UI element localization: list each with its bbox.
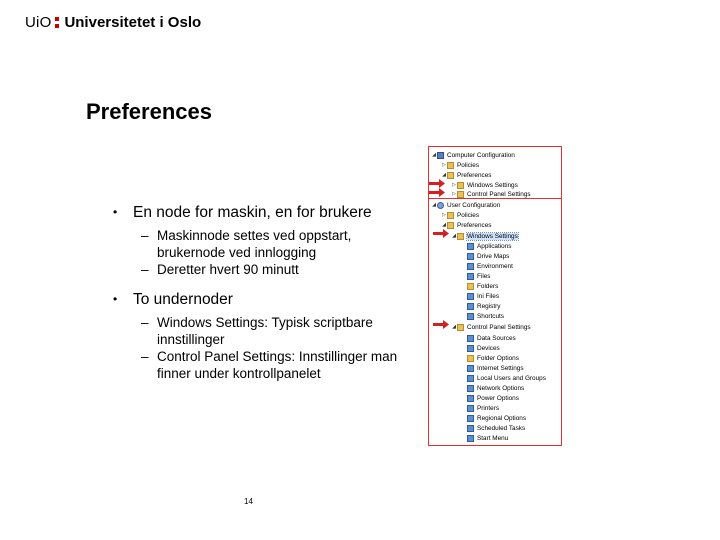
bullet-marker: • [113, 205, 118, 219]
network-options-icon [467, 385, 474, 392]
tree-leaf-applications[interactable] [467, 241, 511, 251]
logo-name: Universitetet i Oslo [64, 14, 202, 31]
sub-bullet-item [141, 314, 423, 348]
tree-node-label: Windows Settings [467, 232, 518, 240]
logo-dots-icon [55, 17, 59, 28]
uio-logo [25, 14, 201, 31]
tree-node-label: Policies [457, 161, 480, 169]
registry-icon [467, 303, 474, 310]
applications-icon [467, 243, 474, 250]
folder-icon [457, 191, 464, 198]
sub-bullet-item [141, 348, 423, 382]
printers-icon [467, 405, 474, 412]
red-arrow-icon [433, 229, 449, 238]
sub-bullet-text: Deretter hvert 90 minutt [157, 262, 299, 277]
tree-node-label: Preferences [457, 221, 492, 229]
tree-leaf-network-options[interactable] [467, 383, 524, 393]
tree-leaf-label: Environment [477, 262, 513, 270]
folder-icon [447, 222, 454, 229]
tree-leaf-start-menu[interactable] [467, 433, 508, 443]
tree-leaf-label: Folder Options [477, 354, 519, 362]
tree-node-label: Preferences [457, 171, 492, 179]
tree-leaf-label: Folders [477, 282, 499, 290]
logo-short: UiO [25, 14, 52, 31]
sub-bullet-marker: – [141, 262, 149, 277]
folders-icon [467, 283, 474, 290]
tree-leaf-scheduled-tasks[interactable] [467, 423, 525, 433]
collapse-icon: ◢ [432, 152, 436, 158]
tree-leaf-folders[interactable] [467, 281, 498, 291]
tree-leaf-shortcuts[interactable] [467, 311, 504, 321]
tree-leaf-regional-options[interactable] [467, 413, 526, 423]
scheduled-tasks-icon [467, 425, 474, 432]
folder-icon [447, 162, 454, 169]
tree-leaf-label: Local Users and Groups [477, 374, 546, 382]
tree-node-label: Windows Settings [467, 181, 518, 189]
tree-leaf-label: Registry [477, 302, 501, 310]
collapse-icon: ◢ [452, 233, 456, 239]
devices-icon [467, 345, 474, 352]
tree-leaf-printers[interactable] [467, 403, 499, 413]
collapse-icon: ◢ [442, 172, 446, 178]
red-arrow-icon [429, 188, 445, 197]
bullet-text: To undernoder [133, 291, 233, 308]
tree-leaf-devices[interactable] [467, 343, 500, 353]
drive-maps-icon [467, 253, 474, 260]
tree-leaf-label: Printers [477, 404, 500, 412]
tree-leaf-files[interactable] [467, 271, 491, 281]
sub-bullet-text: Maskinnode settes ved oppstart, brukernode ved innlogging [157, 228, 352, 260]
tree-node-label: Policies [457, 211, 480, 219]
tree-node-user-windows-settings[interactable] [451, 231, 518, 241]
red-arrow-icon [429, 179, 445, 188]
tree-leaf-power-options[interactable] [467, 393, 519, 403]
collapse-icon: ◢ [452, 324, 456, 330]
sub-bullet-item [141, 227, 423, 261]
tree-leaf-registry[interactable] [467, 301, 500, 311]
tree-node-computer-policies[interactable] [441, 160, 479, 170]
slide-content [113, 203, 423, 382]
expand-icon: ▷ [452, 191, 456, 197]
regional-options-icon [467, 415, 474, 422]
local-users-icon [467, 375, 474, 382]
tree-leaf-data-sources[interactable] [467, 333, 516, 343]
tree-leaf-label: Regional Options [477, 414, 527, 422]
tree-node-label: Control Panel Settings [467, 190, 531, 198]
shortcuts-icon [467, 313, 474, 320]
tree-leaf-label: Scheduled Tasks [477, 424, 526, 432]
user-icon [437, 202, 444, 209]
sub-bullet-marker: – [141, 349, 149, 364]
internet-settings-icon [467, 365, 474, 372]
tree-leaf-environment[interactable] [467, 261, 513, 271]
tree-leaf-label: Applications [477, 242, 512, 250]
bullet-item [113, 290, 423, 309]
tree-node-user-policies[interactable] [441, 210, 479, 220]
expand-icon: ▷ [452, 182, 456, 188]
tree-node-computer-preferences[interactable] [441, 170, 491, 180]
sub-bullet-marker: – [141, 315, 149, 330]
tree-leaf-label: Network Options [477, 384, 525, 392]
tree-leaf-label: Start Menu [477, 434, 509, 442]
tree-leaf-label: Shortcuts [477, 312, 504, 320]
environment-icon [467, 263, 474, 270]
tree-leaf-ini-files[interactable] [467, 291, 499, 301]
gpo-tree-screenshot [428, 146, 562, 446]
sub-bullet-item [141, 261, 423, 278]
expand-icon: ▷ [442, 212, 446, 218]
folder-icon [457, 182, 464, 189]
sub-bullet-text: Control Panel Settings: Innstillinger man finner under kontrollpanelet [157, 349, 398, 381]
tree-node-label: Control Panel Settings [467, 323, 531, 331]
tree-leaf-drive-maps[interactable] [467, 251, 509, 261]
start-menu-icon [467, 435, 474, 442]
tree-node-label: User Configuration [447, 201, 501, 209]
tree-leaf-label: Internet Settings [477, 364, 524, 372]
folder-icon [447, 172, 454, 179]
bullet-text: En node for maskin, en for brukere [133, 204, 372, 221]
tree-node-user-config[interactable] [431, 200, 500, 210]
page-number: 14 [244, 497, 253, 506]
files-icon [467, 273, 474, 280]
tree-leaf-folder-options[interactable] [467, 353, 519, 363]
tree-leaf-internet-settings[interactable] [467, 363, 524, 373]
sub-bullet-marker: – [141, 228, 149, 243]
tree-node-user-control-panel[interactable] [451, 322, 531, 332]
tree-node-label: Computer Configuration [447, 151, 515, 159]
tree-leaf-label: Power Options [477, 394, 519, 402]
bullet-marker: • [113, 292, 118, 306]
power-options-icon [467, 395, 474, 402]
collapse-icon: ◢ [442, 222, 446, 228]
red-arrow-icon [433, 320, 449, 329]
tree-leaf-local-users-groups[interactable] [467, 373, 546, 383]
ini-files-icon [467, 293, 474, 300]
control-panel-icon [457, 324, 464, 331]
tree-node-computer-control-panel[interactable] [451, 189, 531, 199]
tree-leaf-label: Data Sources [477, 334, 516, 342]
tree-leaf-label: Files [477, 272, 491, 280]
folder-options-icon [467, 355, 474, 362]
tree-node-computer-config[interactable] [431, 150, 515, 160]
bullet-item [113, 203, 423, 222]
data-sources-icon [467, 335, 474, 342]
folder-icon [457, 233, 464, 240]
sub-bullet-text: Windows Settings: Typisk scriptbare innstillinger [157, 315, 373, 347]
tree-leaf-label: Devices [477, 344, 500, 352]
slide-title: Preferences [86, 99, 212, 124]
folder-icon [447, 212, 454, 219]
tree-leaf-label: Drive Maps [477, 252, 510, 260]
computer-icon [437, 152, 444, 159]
tree-leaf-label: Ini Files [477, 292, 500, 300]
collapse-icon: ◢ [432, 202, 436, 208]
expand-icon: ▷ [442, 162, 446, 168]
